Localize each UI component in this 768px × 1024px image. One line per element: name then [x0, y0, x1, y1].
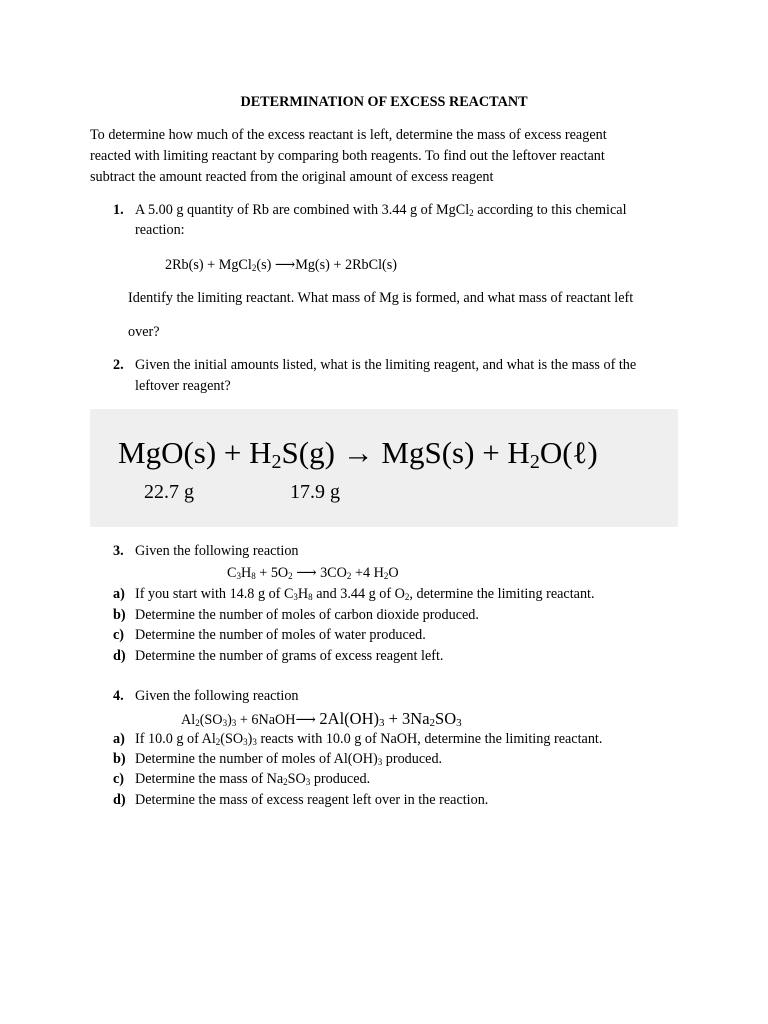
subscript: 3	[378, 717, 385, 729]
question-1-equation	[165, 257, 397, 274]
question-1-number: 1.	[113, 202, 124, 218]
question-2-text: Given the initial amounts listed, what is the limiting reagent, and what is the mass of the	[135, 357, 637, 373]
subscript: 2	[469, 208, 474, 218]
question-4c-letter: c)	[113, 771, 125, 787]
intro-line: subtract the amount reacted from the original amount of excess reagent	[90, 169, 494, 185]
subscript: 3	[377, 757, 383, 767]
subscript: 2	[288, 571, 293, 581]
question-3d-text: Determine the number of grams of excess reagent left.	[135, 648, 444, 664]
equation-part: + 5O	[255, 565, 289, 581]
question-1-text	[135, 202, 627, 219]
subscript: 3	[305, 777, 311, 787]
question-1-ask: Identify the limiting reactant. What mass of Mg is formed, and what mass of reactant left	[128, 290, 634, 306]
question-3a-letter: a)	[113, 586, 125, 602]
text-part: Determine the mass of Na	[135, 771, 284, 787]
subscript: 8	[308, 592, 313, 602]
subscript: 3	[236, 571, 241, 581]
equation-part: 2Rb(s) + MgCl	[165, 257, 252, 273]
question-2-equation-image	[90, 409, 678, 527]
subscript: 3	[231, 718, 237, 728]
equation-part: + 6NaOH⟶	[236, 712, 320, 728]
subscript: 3	[243, 737, 248, 747]
text-part: If you start with 14.8 g of C	[135, 586, 294, 602]
question-3d-letter: d)	[113, 648, 126, 664]
question-3c-text: Determine the number of moles of water produced.	[135, 627, 426, 643]
intro-line: To determine how much of the excess reactant is left, determine the mass of excess reagent	[90, 127, 607, 143]
equation-part: ⟶ 3CO	[292, 565, 347, 581]
question-3-intro: Given the following reaction	[135, 543, 299, 559]
intro-paragraph	[90, 125, 690, 188]
subscript: 3	[252, 737, 257, 747]
equation-part: MgO(s) + H	[118, 435, 272, 470]
subscript: 2	[346, 571, 352, 581]
subscript: 2	[271, 451, 282, 473]
text-part: A 5.00 g quantity of Rb are combined with 3.44 g of MgCl	[135, 202, 470, 218]
text-part: , determine the limiting reactant.	[409, 586, 595, 602]
question-4a-text	[135, 731, 602, 748]
question-1-ask-cont: over?	[128, 324, 160, 340]
equation-part: O	[388, 565, 399, 581]
question-2-number: 2.	[113, 357, 124, 373]
question-4c-text	[135, 771, 370, 788]
subscript: 3	[293, 592, 298, 602]
subscript: 3	[222, 718, 228, 728]
question-3-equation	[227, 565, 399, 582]
question-4a-letter: a)	[113, 731, 125, 747]
question-2-equation	[118, 433, 598, 473]
mgo-amount: 22.7 g	[144, 481, 194, 503]
text-part: reacts with 10.0 g of NaOH, determine the limiting reactant.	[256, 731, 603, 747]
question-3c-letter: c)	[113, 627, 125, 643]
question-3b-text: Determine the number of moles of carbon dioxide produced.	[135, 607, 479, 623]
equation-part: (s) ⟶Mg(s) + 2RbCl(s)	[256, 257, 397, 273]
text-part: SO	[287, 771, 306, 787]
text-part: H	[297, 586, 309, 602]
equation-part: 2Al(OH)	[319, 709, 379, 728]
equation-products	[319, 709, 461, 728]
text-part: according to this chemical	[473, 202, 627, 218]
question-2-text-cont: leftover reagent?	[135, 378, 231, 394]
question-4b-letter: b)	[113, 751, 126, 767]
text-part: produced.	[382, 751, 443, 767]
text-part: If 10.0 g of Al	[135, 731, 216, 747]
question-4b-text	[135, 751, 442, 768]
text-part: produced.	[310, 771, 371, 787]
text-part: and 3.44 g of O	[312, 586, 405, 602]
subscript: 2	[429, 717, 436, 729]
subscript: 2	[251, 263, 257, 273]
subscript: 2	[529, 451, 540, 473]
equation-part: SO	[435, 709, 457, 728]
subscript: 3	[456, 717, 462, 729]
intro-line: reacted with limiting reactant by comparing both reagents. To find out the leftover reactant	[90, 148, 605, 164]
equation-part: Al	[181, 712, 196, 728]
equation-part: C	[227, 565, 237, 581]
equation-part: H	[240, 565, 252, 581]
subscript: 2	[215, 737, 221, 747]
subscript: 2	[195, 718, 200, 728]
text-part: Determine the number of moles of Al(OH)	[135, 751, 378, 767]
equation-part: + 3Na	[384, 709, 430, 728]
subscript: 2	[404, 592, 410, 602]
question-3a-text	[135, 586, 595, 603]
text-part: )	[247, 731, 253, 747]
equation-part: +4 H	[351, 565, 384, 581]
h2s-amount: 17.9 g	[290, 481, 340, 503]
equation-part: S(g) → MgS(s) + H	[281, 435, 530, 470]
subscript: 2	[383, 571, 389, 581]
page-title: DETERMINATION OF EXCESS REACTANT	[240, 94, 528, 110]
text-part: (SO	[220, 731, 244, 747]
question-1-text-cont: reaction:	[135, 222, 185, 238]
equation-part: (SO	[199, 712, 223, 728]
question-3b-letter: b)	[113, 607, 126, 623]
question-4-number: 4.	[113, 688, 124, 704]
subscript: 2	[283, 777, 288, 787]
question-4d-text: Determine the mass of excess reagent left over in the reaction.	[135, 792, 489, 808]
question-4-intro: Given the following reaction	[135, 688, 299, 704]
question-4d-letter: d)	[113, 792, 126, 808]
equation-part: O(ℓ)	[539, 435, 598, 470]
subscript: 8	[251, 571, 256, 581]
question-3-number: 3.	[113, 543, 124, 559]
question-4-equation	[181, 709, 462, 729]
equation-part: )	[227, 712, 232, 728]
